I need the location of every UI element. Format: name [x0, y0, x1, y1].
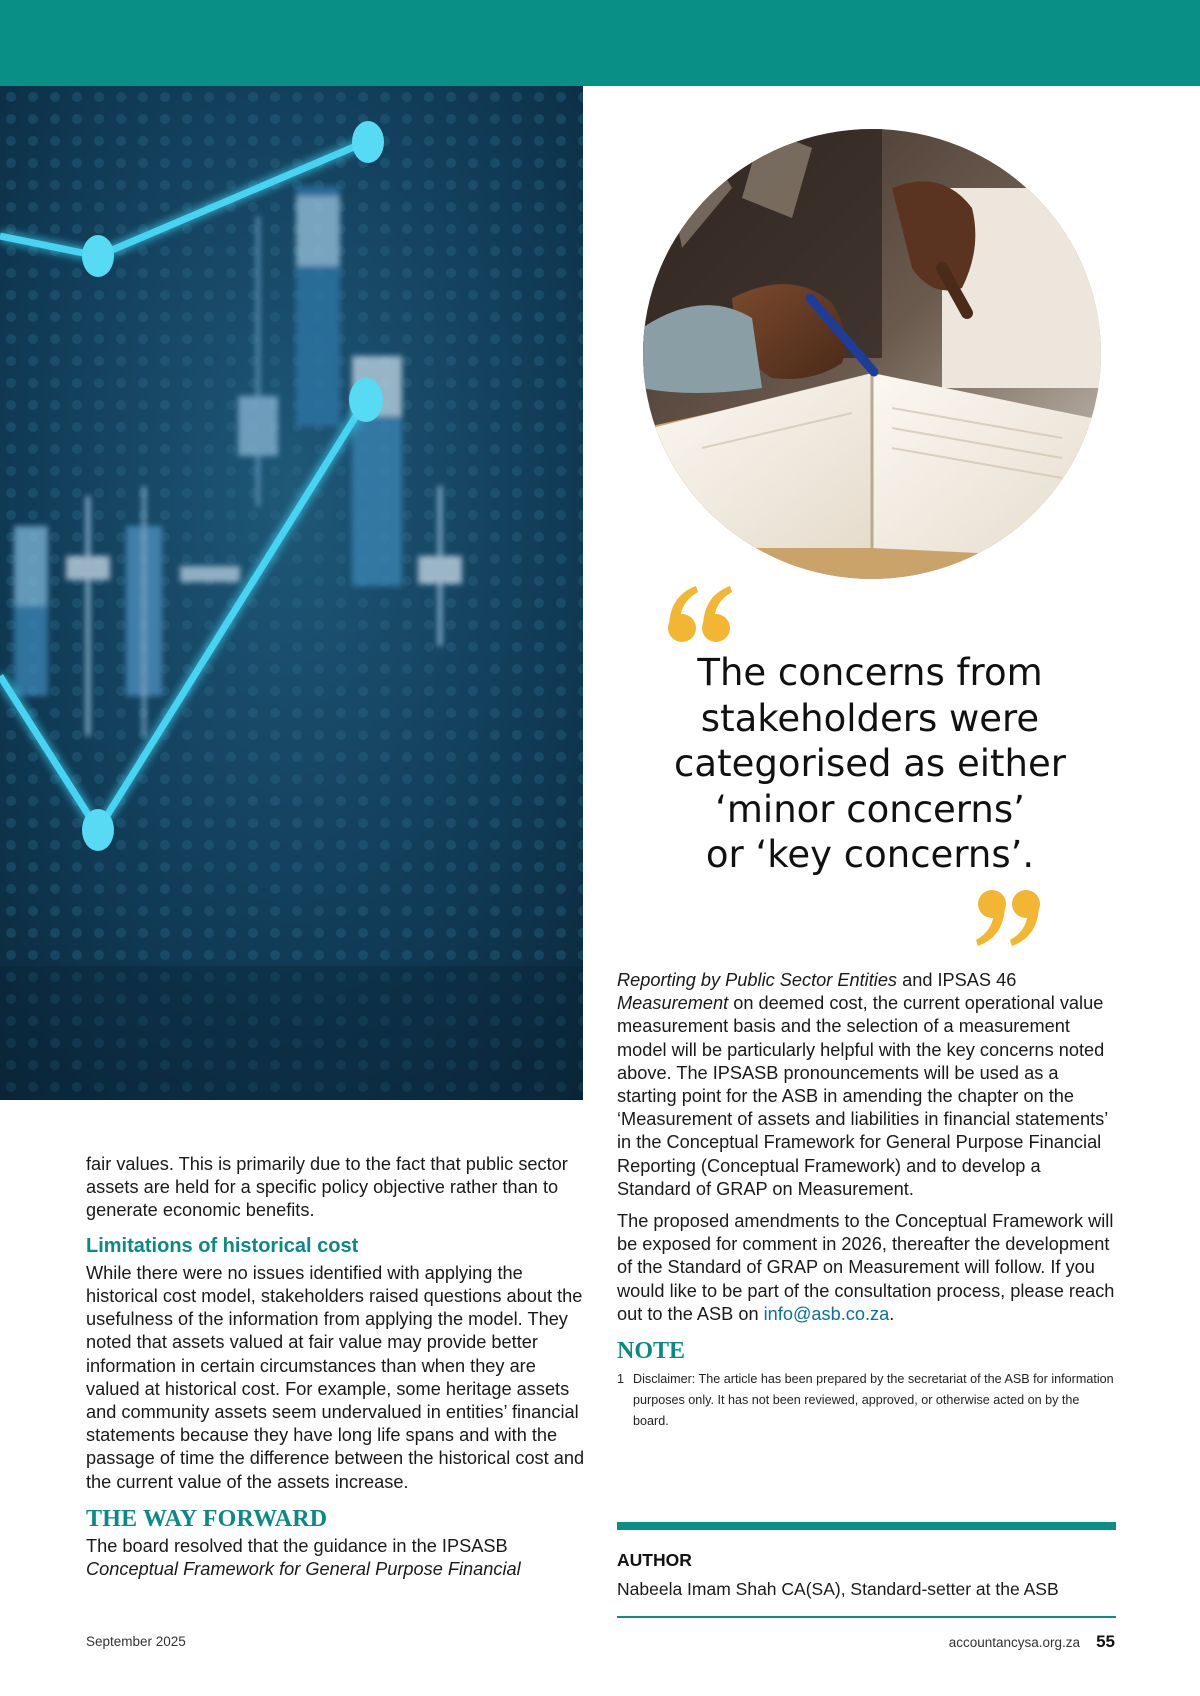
limitations-paragraph: While there were no issues identified with applying the historical cost model, stakeholders raised questions about the usefulness of the information from applying the model. They noted that assets valued at fair value may provide better information in certain circumstances than when they are valued at historical cost. For example, some heritage assets and community assets seem undervalued in entities’ financial statements because they have long life spans and with the passage of time the difference between the historical cost and the current value of the assets increase. [86, 1262, 585, 1492]
way-forward-paragraph [86, 1535, 591, 1581]
pull-quote-line: The concerns from [697, 651, 1043, 694]
continued-paragraph [617, 969, 1117, 1201]
italic-title: Reporting by Public Sector Entities [617, 970, 898, 990]
way-forward-heading: THE WAY FORWARD [86, 1505, 328, 1532]
paragraph-text: on deemed cost, the current operational value measurement basis and the selection of a measurement model will be particularly helpful with the key concerns noted above. The IPSASB pronouncements will be used as a starting point for the ASB in amending the chapter on the ‘Measurement of assets and liabilities in financial statements’ in the Conceptual Framework for General Purpose Financial Reporting (Conceptual Framework) and to develop a Standard of GRAP on Measurement. [617, 993, 1108, 1199]
footnote-text: Disclaimer: The article has been prepared by the secretariat of the ASB for information purposes only. It has not been reviewed, approved, or otherwise acted on by the board. [633, 1372, 1114, 1429]
note-heading: NOTE [617, 1338, 686, 1365]
financial-chart-illustration [0, 86, 583, 1100]
pull-quote-line: categorised as either [674, 742, 1066, 785]
author-block [617, 1522, 1116, 1618]
way-forward-italic: Conceptual Framework for General Purpose Financial [86, 1559, 521, 1580]
left-column [86, 1153, 591, 1581]
paragraph-text: The proposed amendments to the Conceptual Framework will be exposed for comment in 2026, thereafter the development of the Standard of GRAP on Measurement will follow. If you would like to be part of the consultation process, please reach out to the ASB on [617, 1211, 1115, 1324]
pull-quote-line: ‘minor concerns’ [715, 787, 1025, 831]
close-quote-icon [972, 884, 1042, 950]
pull-quote-line: stakeholders were [700, 696, 1040, 740]
way-forward-text: The board resolved that the guidance in the IPSASB [86, 1536, 508, 1557]
footer-right [949, 1632, 1115, 1652]
hand-with-pen-on-open-book-photo [642, 128, 1102, 580]
pull-quote [650, 650, 1090, 878]
header-band [0, 0, 1200, 86]
footer-date: September 2025 [86, 1634, 186, 1649]
open-quote-icon [666, 582, 736, 648]
intro-paragraph: fair values. This is primarily due to the fact that public sector assets are held for a specific policy objective rather than to generate economic benefits. [86, 1154, 568, 1221]
email-link[interactable]: info@asb.co.za [763, 1303, 890, 1324]
divider [617, 1616, 1116, 1618]
paragraph-text: and IPSAS 46 [897, 970, 1017, 990]
author-name: Nabeela Imam Shah CA(SA), Standard-setter at the ASB [617, 1579, 1059, 1599]
italic-title: Measurement [617, 993, 729, 1014]
footnote-number: 1 [617, 1372, 625, 1387]
footer-site[interactable]: accountancysa.org.za [948, 1635, 1081, 1650]
author-label: AUTHOR [617, 1550, 692, 1570]
page-number: 55 [1096, 1632, 1115, 1651]
right-column [617, 969, 1117, 1432]
paragraph-text: . [889, 1303, 895, 1324]
limitations-heading: Limitations of historical cost [86, 1234, 359, 1257]
footnote [617, 1369, 1117, 1432]
divider [617, 1522, 1116, 1530]
pull-quote-line: or ‘key concerns’. [705, 833, 1035, 876]
consultation-paragraph [617, 1210, 1117, 1326]
